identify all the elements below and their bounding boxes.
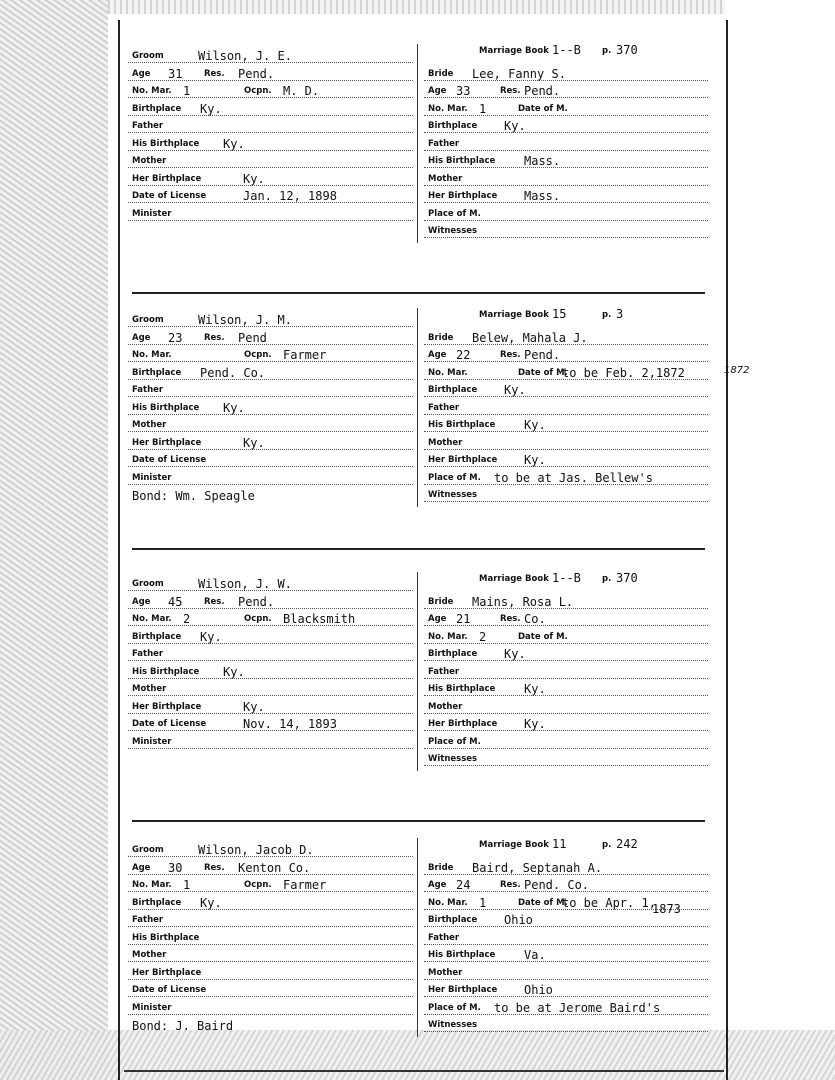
groom-residence: Pend. bbox=[238, 66, 275, 81]
page-bottom-edge bbox=[124, 1070, 724, 1072]
field-label: Father bbox=[428, 138, 460, 149]
field-label: Age bbox=[428, 350, 447, 360]
field-label: Father bbox=[132, 915, 164, 925]
field-label: Mother bbox=[428, 701, 463, 712]
groom-field-row bbox=[128, 433, 413, 450]
groom-field-row bbox=[128, 468, 413, 485]
groom-field-row bbox=[128, 380, 413, 397]
bride-field-row bbox=[424, 204, 708, 221]
bride-field-row bbox=[424, 151, 708, 168]
bride-place-of-marriage: to be at Jerome Baird's bbox=[494, 1000, 661, 1015]
field-label: Birthplace bbox=[428, 915, 478, 925]
bride-field-row bbox=[424, 875, 708, 892]
groom-residence: Pend bbox=[238, 330, 267, 345]
groom-section bbox=[128, 44, 413, 244]
marriage-book-header bbox=[424, 837, 708, 854]
bride-name: Lee, Fanny S. bbox=[472, 66, 566, 81]
bride-residence: Pend. bbox=[524, 348, 561, 362]
page-label: p. bbox=[602, 310, 612, 320]
bride-age: 33 bbox=[456, 84, 471, 98]
field-label: Date of License bbox=[132, 455, 207, 465]
bride-birthplace: Ky. bbox=[504, 383, 526, 397]
groom-field-row bbox=[128, 363, 413, 380]
field-label: Mother bbox=[132, 156, 167, 166]
field-label: Father bbox=[132, 121, 164, 131]
bride-name: Belew, Mahala J. bbox=[472, 330, 588, 345]
field-label: No. Mar. bbox=[132, 350, 172, 360]
marriage-book-header bbox=[424, 307, 708, 324]
bride-field-row bbox=[424, 468, 708, 485]
bride-birthplace: Ky. bbox=[504, 647, 526, 661]
field-label: Date of M. bbox=[518, 631, 568, 642]
field-label: No. Mar. bbox=[428, 631, 468, 642]
groom-his-birthplace: Ky. bbox=[223, 664, 245, 679]
groom-name: Wilson, J. W. bbox=[198, 577, 292, 591]
field-label: No. Mar. bbox=[132, 880, 172, 890]
bride-field-row bbox=[424, 99, 708, 116]
marriage-book-label: Marriage Book bbox=[479, 574, 549, 584]
groom-birthplace: Ky. bbox=[200, 101, 222, 116]
column-divider bbox=[417, 44, 418, 243]
field-label: Birthplace bbox=[428, 649, 478, 659]
bride-her-birthplace: Ky. bbox=[524, 453, 546, 467]
field-label: Birthplace bbox=[428, 385, 478, 395]
groom-field-row bbox=[128, 609, 413, 626]
bride-his-birthplace: Ky. bbox=[524, 418, 546, 432]
field-label: Bride bbox=[428, 332, 454, 343]
marriage-book-page: 370 bbox=[616, 43, 638, 57]
field-label: Minister bbox=[132, 1002, 172, 1013]
field-label: Age bbox=[428, 880, 447, 890]
groom-field-row bbox=[128, 204, 413, 221]
field-label: Age bbox=[132, 596, 151, 607]
field-label: Place of M. bbox=[428, 208, 481, 219]
bride-field-row bbox=[424, 627, 708, 644]
marriage-book-page: 370 bbox=[616, 571, 638, 585]
record-separator bbox=[132, 820, 705, 822]
groom-field-row bbox=[128, 64, 413, 81]
bride-no-mar: 1 bbox=[479, 895, 487, 910]
groom-name: Wilson, J. E. bbox=[198, 49, 292, 63]
field-label: No. Mar. bbox=[132, 86, 172, 96]
bride-his-birthplace: Ky. bbox=[524, 682, 546, 696]
bride-section bbox=[424, 308, 708, 508]
bride-her-birthplace: Ohio bbox=[524, 983, 553, 997]
bride-section bbox=[424, 572, 708, 772]
bride-date-of-marriage-year: 1873 bbox=[652, 902, 681, 916]
field-label: Place of M. bbox=[428, 1002, 481, 1013]
groom-no-mar: 1 bbox=[183, 878, 191, 892]
groom-field-row bbox=[128, 980, 413, 997]
field-label: Her Birthplace bbox=[132, 701, 202, 712]
field-label: Ocpn. bbox=[244, 86, 272, 96]
field-label: Mother bbox=[132, 684, 167, 694]
field-label: No. Mar. bbox=[428, 367, 468, 378]
field-label: Witnesses bbox=[428, 1020, 478, 1030]
field-label: Minister bbox=[132, 472, 172, 483]
field-label: Bride bbox=[428, 596, 454, 607]
groom-age: 45 bbox=[168, 594, 183, 609]
groom-his-birthplace: Ky. bbox=[223, 400, 245, 415]
scan-right-margin bbox=[725, 0, 835, 1080]
bride-age: 24 bbox=[456, 878, 471, 892]
marriage-book-label: Marriage Book bbox=[479, 840, 549, 850]
field-label: Place of M. bbox=[428, 736, 481, 747]
field-label: Res. bbox=[204, 332, 225, 343]
field-label: Groom bbox=[132, 51, 164, 61]
bride-field-row bbox=[424, 749, 708, 766]
marriage-book-number: 1--B bbox=[552, 43, 581, 57]
bride-his-birthplace: Va. bbox=[524, 948, 546, 962]
bride-field-row bbox=[424, 963, 708, 980]
field-label: His Birthplace bbox=[132, 138, 200, 149]
groom-birthplace: Pend. Co. bbox=[200, 365, 266, 380]
groom-her-birthplace: Ky. bbox=[243, 435, 265, 450]
marriage-book-label: Marriage Book bbox=[479, 310, 549, 320]
groom-age: 31 bbox=[168, 66, 183, 81]
bride-field-row bbox=[424, 134, 708, 151]
groom-field-row bbox=[128, 310, 413, 327]
marriage-record-card bbox=[128, 838, 708, 1038]
bride-section bbox=[424, 838, 708, 1038]
field-label: Date of M. bbox=[518, 103, 568, 114]
field-label: Res. bbox=[204, 68, 225, 79]
bride-field-row bbox=[424, 380, 708, 397]
field-label: Her Birthplace bbox=[428, 719, 498, 729]
groom-field-row bbox=[128, 99, 413, 116]
groom-field-row bbox=[128, 46, 413, 63]
field-label: Minister bbox=[132, 736, 172, 747]
bride-field-row bbox=[424, 592, 708, 609]
groom-field-row bbox=[128, 592, 413, 609]
bride-residence: Pend. Co. bbox=[524, 878, 590, 892]
groom-field-row bbox=[128, 714, 413, 731]
groom-field-row bbox=[128, 116, 413, 133]
groom-field-row bbox=[128, 679, 413, 696]
bride-section bbox=[424, 44, 708, 244]
field-label: His Birthplace bbox=[132, 932, 200, 943]
bride-age: 22 bbox=[456, 348, 471, 362]
groom-occupation: Farmer bbox=[283, 878, 327, 892]
bond-note: Bond: J. Baird bbox=[132, 1019, 234, 1033]
margin-note: 1872 bbox=[724, 364, 750, 376]
groom-name: Wilson, Jacob D. bbox=[198, 843, 314, 857]
bride-field-row bbox=[424, 644, 708, 661]
field-label: Date of License bbox=[132, 985, 207, 995]
bride-his-birthplace: Mass. bbox=[524, 154, 561, 168]
bride-field-row bbox=[424, 858, 708, 875]
marriage-book-number: 1--B bbox=[552, 571, 581, 585]
groom-birthplace: Ky. bbox=[200, 629, 222, 644]
field-label: Mother bbox=[132, 420, 167, 430]
field-label: Mother bbox=[132, 950, 167, 960]
bride-field-row bbox=[424, 714, 708, 731]
groom-name: Wilson, J. M. bbox=[198, 313, 292, 327]
field-label: Ocpn. bbox=[244, 614, 272, 624]
bride-field-row bbox=[424, 221, 708, 238]
groom-field-row bbox=[128, 186, 413, 203]
column-divider bbox=[417, 838, 418, 1037]
groom-field-row bbox=[128, 450, 413, 467]
marriage-book-number: 15 bbox=[552, 307, 567, 321]
bride-field-row bbox=[424, 485, 708, 502]
bride-place-of-marriage: to be at Jas. Bellew's bbox=[494, 470, 653, 485]
bond-note: Bond: Wm. Speagle bbox=[132, 489, 255, 503]
groom-birthplace: Ky. bbox=[200, 895, 222, 910]
groom-field-row bbox=[128, 81, 413, 98]
groom-his-birthplace: Ky. bbox=[223, 136, 245, 151]
field-label: Date of License bbox=[132, 191, 207, 201]
marriage-book-header bbox=[424, 571, 708, 588]
column-divider bbox=[417, 572, 418, 771]
groom-field-row bbox=[128, 627, 413, 644]
field-label: Ocpn. bbox=[244, 880, 272, 890]
groom-field-row bbox=[128, 858, 413, 875]
bride-field-row bbox=[424, 116, 708, 133]
groom-her-birthplace: Ky. bbox=[243, 171, 265, 186]
bride-residence: Co. bbox=[524, 612, 546, 626]
bride-field-row bbox=[424, 1015, 708, 1032]
bride-field-row bbox=[424, 81, 708, 98]
bride-field-row bbox=[424, 980, 708, 997]
bride-name: Baird, Septanah A. bbox=[472, 860, 603, 875]
groom-no-mar: 2 bbox=[183, 612, 191, 626]
groom-her-birthplace: Ky. bbox=[243, 699, 265, 714]
bride-field-row bbox=[424, 609, 708, 626]
bride-field-row bbox=[424, 928, 708, 945]
field-label: Mother bbox=[428, 173, 463, 184]
groom-field-row bbox=[128, 644, 413, 661]
bride-her-birthplace: Ky. bbox=[524, 717, 546, 731]
field-label: No. Mar. bbox=[132, 614, 172, 624]
field-label: Her Birthplace bbox=[428, 985, 498, 995]
groom-field-row bbox=[128, 697, 413, 714]
groom-age: 30 bbox=[168, 860, 183, 875]
groom-date-of-license: Nov. 14, 1893 bbox=[243, 717, 337, 731]
column-divider bbox=[417, 308, 418, 507]
field-label: Birthplace bbox=[132, 897, 182, 908]
marriage-book-page: 242 bbox=[616, 837, 638, 851]
bride-her-birthplace: Mass. bbox=[524, 189, 561, 203]
bride-date-of-marriage: to be Feb. 2,1872 bbox=[562, 365, 685, 380]
field-label: His Birthplace bbox=[132, 666, 200, 677]
field-label: His Birthplace bbox=[428, 684, 496, 694]
field-label: His Birthplace bbox=[428, 420, 496, 430]
field-label: His Birthplace bbox=[428, 950, 496, 960]
field-label: His Birthplace bbox=[428, 156, 496, 166]
groom-field-row bbox=[128, 945, 413, 962]
bride-field-row bbox=[424, 363, 708, 380]
field-label: Res. bbox=[500, 86, 521, 96]
bride-field-row bbox=[424, 398, 708, 415]
bride-field-row bbox=[424, 697, 708, 714]
field-label: Father bbox=[132, 385, 164, 395]
page-label: p. bbox=[602, 574, 612, 584]
bride-field-row bbox=[424, 433, 708, 450]
bride-field-row bbox=[424, 945, 708, 962]
field-label: Father bbox=[428, 402, 460, 413]
field-label: Father bbox=[132, 649, 164, 659]
bride-field-row bbox=[424, 450, 708, 467]
marriage-book-header bbox=[424, 43, 708, 60]
field-label: Bride bbox=[428, 862, 454, 873]
marriage-record-card bbox=[128, 572, 708, 772]
field-label: Age bbox=[132, 68, 151, 79]
groom-occupation: Blacksmith bbox=[283, 612, 356, 626]
bride-birthplace: Ky. bbox=[504, 119, 526, 133]
field-label: Her Birthplace bbox=[132, 967, 202, 978]
groom-section bbox=[128, 838, 413, 1038]
field-label: Age bbox=[428, 86, 447, 96]
record-separator bbox=[132, 548, 705, 550]
field-label: Groom bbox=[132, 579, 164, 589]
field-label: Witnesses bbox=[428, 226, 478, 236]
bride-field-row bbox=[424, 415, 708, 432]
groom-no-mar: 1 bbox=[183, 84, 191, 98]
field-label: Her Birthplace bbox=[132, 437, 202, 448]
field-label: Bride bbox=[428, 68, 454, 79]
groom-field-row bbox=[128, 928, 413, 945]
field-label: Age bbox=[132, 862, 151, 873]
field-label: Her Birthplace bbox=[428, 455, 498, 465]
field-label: Age bbox=[132, 332, 151, 343]
groom-field-row bbox=[128, 169, 413, 186]
groom-field-row bbox=[128, 574, 413, 591]
marriage-book-number: 11 bbox=[552, 837, 567, 851]
bride-field-row bbox=[424, 345, 708, 362]
field-label: Res. bbox=[500, 614, 521, 624]
groom-residence: Kenton Co. bbox=[238, 860, 311, 875]
field-label: Birthplace bbox=[132, 103, 182, 114]
marriage-book-label: Marriage Book bbox=[479, 46, 549, 56]
groom-field-row bbox=[128, 732, 413, 749]
field-label: No. Mar. bbox=[428, 897, 468, 908]
bride-no-mar: 1 bbox=[479, 101, 487, 116]
groom-section bbox=[128, 572, 413, 772]
marriage-record-card bbox=[128, 307, 750, 508]
groom-section bbox=[128, 308, 413, 508]
groom-field-row bbox=[128, 662, 413, 679]
bride-date-of-marriage: to be Apr. 1, bbox=[562, 895, 656, 910]
groom-field-row bbox=[128, 893, 413, 910]
field-label: Mother bbox=[428, 967, 463, 978]
field-label: Minister bbox=[132, 208, 172, 219]
field-label: His Birthplace bbox=[132, 402, 200, 413]
bride-field-row bbox=[424, 186, 708, 203]
field-label: Her Birthplace bbox=[132, 173, 202, 184]
groom-field-row bbox=[128, 151, 413, 168]
page-label: p. bbox=[602, 840, 612, 850]
groom-field-row bbox=[128, 963, 413, 980]
scan-left-margin bbox=[0, 0, 108, 1080]
record-separator bbox=[132, 292, 705, 294]
field-label: Witnesses bbox=[428, 490, 478, 500]
field-label: Age bbox=[428, 614, 447, 624]
field-label: Place of M. bbox=[428, 472, 481, 483]
bride-residence: Pend. bbox=[524, 84, 561, 98]
groom-field-row bbox=[128, 415, 413, 432]
groom-field-row bbox=[128, 875, 413, 892]
bride-name: Mains, Rosa L. bbox=[472, 594, 574, 609]
field-label: Her Birthplace bbox=[428, 191, 498, 201]
field-label: Witnesses bbox=[428, 754, 478, 764]
groom-field-row bbox=[128, 134, 413, 151]
bride-field-row bbox=[424, 732, 708, 749]
field-label: Res. bbox=[204, 862, 225, 873]
field-label: Date of License bbox=[132, 719, 207, 729]
groom-age: 23 bbox=[168, 330, 183, 345]
groom-field-row bbox=[128, 345, 413, 362]
groom-field-row bbox=[128, 328, 413, 345]
bride-field-row bbox=[424, 679, 708, 696]
field-label: Birthplace bbox=[132, 367, 182, 378]
groom-occupation: Farmer bbox=[283, 348, 327, 362]
bride-field-row bbox=[424, 328, 708, 345]
groom-field-row bbox=[128, 398, 413, 415]
bride-field-row bbox=[424, 998, 708, 1015]
groom-date-of-license: Jan. 12, 1898 bbox=[243, 189, 337, 203]
bride-no-mar: 2 bbox=[479, 629, 487, 644]
field-label: No. Mar. bbox=[428, 103, 468, 114]
field-label: Groom bbox=[132, 315, 164, 325]
field-label: Res. bbox=[500, 880, 521, 890]
field-label: Father bbox=[428, 666, 460, 677]
field-label: Father bbox=[428, 932, 460, 943]
field-label: Birthplace bbox=[428, 121, 478, 131]
field-label: Groom bbox=[132, 845, 164, 855]
field-label: Date of M. bbox=[518, 367, 568, 378]
field-label: Res. bbox=[500, 350, 521, 360]
bride-birthplace: Ohio bbox=[504, 913, 533, 927]
marriage-book-page: 3 bbox=[616, 307, 624, 321]
bride-field-row bbox=[424, 169, 708, 186]
field-label: Birthplace bbox=[132, 631, 182, 642]
groom-field-row bbox=[128, 840, 413, 857]
groom-field-row bbox=[128, 910, 413, 927]
groom-residence: Pend. bbox=[238, 594, 275, 609]
bride-field-row bbox=[424, 662, 708, 679]
marriage-record-card bbox=[128, 44, 708, 244]
bride-age: 21 bbox=[456, 612, 471, 626]
groom-field-row bbox=[128, 998, 413, 1015]
groom-occupation: M. D. bbox=[283, 84, 320, 98]
field-label: Date of M. bbox=[518, 897, 568, 908]
field-label: Res. bbox=[204, 596, 225, 607]
bride-field-row bbox=[424, 64, 708, 81]
field-label: Mother bbox=[428, 437, 463, 448]
page-label: p. bbox=[602, 46, 612, 56]
field-label: Ocpn. bbox=[244, 350, 272, 360]
